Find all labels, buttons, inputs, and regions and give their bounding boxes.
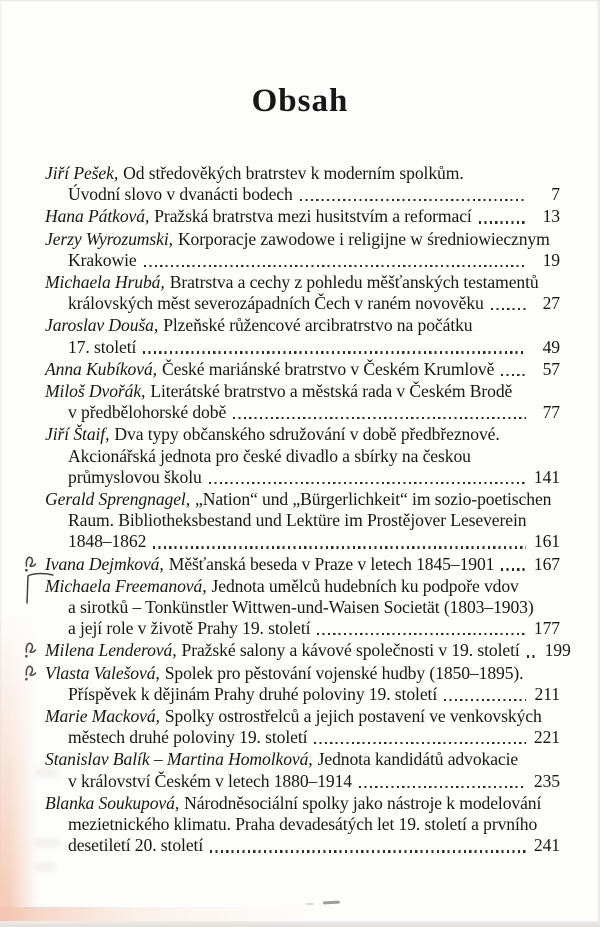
toc-entry bbox=[45, 206, 560, 227]
toc-entry-text: Úvodní slovo v dvanácti bodech bbox=[68, 184, 293, 205]
toc-entry-line bbox=[45, 814, 560, 835]
toc-entry-title: Pražská bratrstva mezi husitstvím a reformací bbox=[154, 206, 472, 227]
toc-entry-title: Plzeňské růžencové arcibratrstvo na počátku bbox=[163, 315, 473, 336]
toc-entry-line bbox=[45, 446, 560, 467]
toc-entry-page-number: 199 bbox=[544, 640, 571, 661]
dot-leader bbox=[527, 655, 537, 657]
toc-entry-line bbox=[45, 272, 560, 293]
toc-entry bbox=[45, 424, 560, 488]
toc-entry-title: Národněsociální spolky jako nástroje k modelování bbox=[184, 792, 542, 813]
scan-artifact-dash-faint bbox=[306, 903, 314, 905]
toc-entry-page-number: 19 bbox=[542, 249, 560, 270]
dot-leader bbox=[153, 546, 526, 548]
toc-entry-text bbox=[45, 749, 518, 770]
toc-entry-text: Příspěvek k dějinám Prahy druhé poloviny 19. století bbox=[68, 683, 438, 704]
toc-entry-page-number: 167 bbox=[533, 553, 560, 574]
toc-entry-line bbox=[45, 359, 560, 380]
toc-entry-page-number: 77 bbox=[542, 402, 560, 423]
toc-entry-line bbox=[45, 749, 560, 770]
toc-entry-text: průmyslovou školu bbox=[68, 466, 202, 487]
toc-entry-text bbox=[45, 272, 539, 293]
page-title: Obsah bbox=[251, 83, 349, 119]
toc-entry-title: Měšťanská beseda v Praze v letech 1845–1901 bbox=[168, 553, 495, 574]
toc-entry-text: a sirotků – Tonkünstler Wittwen-und-Waisen Societät (1803–1903) bbox=[68, 597, 534, 618]
toc-entry-text: 1848–1862 bbox=[68, 531, 147, 552]
toc-entry-author: Jaroslav Douša, bbox=[45, 315, 159, 336]
toc-entry-text bbox=[45, 554, 494, 575]
toc-entry-text bbox=[45, 793, 541, 814]
toc-entry-title: Pražské salony a kávové společnosti v 19. století bbox=[181, 640, 520, 661]
toc-entry-text bbox=[45, 229, 550, 250]
toc-entry-line bbox=[45, 510, 560, 531]
toc-entry-text bbox=[45, 424, 500, 445]
toc-entry-line bbox=[45, 727, 560, 748]
toc-entry-author: Hana Pátková, bbox=[45, 206, 150, 227]
toc-entry-title: Dva typy občanského sdružování v době předbřeznové. bbox=[114, 424, 500, 445]
toc-entry-text: městech druhé poloviny 19. století bbox=[68, 727, 308, 748]
toc-list bbox=[45, 163, 571, 858]
toc-entry-page-number: 211 bbox=[534, 683, 560, 704]
toc-entry-author: Marie Macková, bbox=[45, 706, 160, 727]
toc-entry-text bbox=[45, 163, 464, 184]
toc-entry bbox=[45, 381, 560, 423]
toc-entry-line bbox=[45, 663, 560, 684]
toc-entry-text bbox=[45, 381, 512, 402]
toc-entry-line bbox=[45, 402, 560, 423]
toc-entry-page-number: 7 bbox=[551, 184, 560, 205]
toc-entry-author: Milena Lenderová, bbox=[45, 640, 177, 661]
toc-entry-line bbox=[45, 531, 560, 552]
toc-entry bbox=[45, 272, 560, 314]
toc-entry-author: Michaela Freemanová, bbox=[45, 575, 207, 596]
toc-entry-line bbox=[45, 554, 560, 575]
dot-leader bbox=[233, 417, 526, 419]
toc-entry-author: Vlasta Valešová, bbox=[45, 662, 160, 683]
toc-entry-line bbox=[45, 293, 560, 314]
toc-entry-text bbox=[45, 206, 472, 227]
toc-entry-text: Krakowie bbox=[68, 249, 137, 270]
toc-entry-title: Korporacje zawodowe i religijne w średniowiecznym bbox=[177, 228, 550, 249]
dot-leader bbox=[314, 742, 526, 744]
dot-leader bbox=[479, 221, 526, 223]
dot-leader bbox=[444, 699, 526, 701]
dot-leader bbox=[143, 351, 526, 353]
toc-entry-page-number: 27 bbox=[542, 293, 560, 314]
pencil-bracket-mark-icon bbox=[23, 571, 55, 612]
toc-entry-line bbox=[45, 684, 560, 705]
toc-entry-author: Ivana Dejmková, bbox=[45, 553, 164, 574]
toc-entry-title: Spolek pro pěstování vojenské hudby (1850–1895). bbox=[164, 662, 524, 683]
toc-entry-title: České mariánské bratrstvo v Českém Krumlově bbox=[161, 358, 495, 379]
toc-entry-text: královských měst severozápadních Čech v raném novověku bbox=[68, 293, 484, 314]
toc-entry-line bbox=[45, 835, 560, 856]
toc-entry-line bbox=[45, 163, 560, 184]
toc-entry bbox=[45, 554, 560, 575]
scan-artifact-smudge bbox=[35, 862, 55, 871]
toc-entry-text: v předbělohorské době bbox=[68, 402, 227, 423]
scan-artifact-dash bbox=[323, 901, 340, 905]
toc-entry-author: Gerald Sprengnagel, bbox=[45, 489, 191, 510]
toc-entry-line bbox=[45, 424, 560, 445]
toc-entry-line bbox=[45, 229, 560, 250]
toc-entry bbox=[45, 315, 560, 357]
toc-entry-text bbox=[45, 315, 473, 336]
toc-entry-line bbox=[45, 771, 560, 792]
toc-entry-page-number: 177 bbox=[533, 618, 560, 639]
scan-artifact-smudge bbox=[36, 768, 58, 778]
toc-entry-text bbox=[45, 576, 519, 597]
dot-leader bbox=[491, 308, 526, 310]
toc-entry-text bbox=[45, 640, 520, 661]
toc-entry-text: mezietnického klimatu. Praha devadesátých let 19. století a prvního bbox=[68, 814, 538, 835]
toc-entry-author: Anna Kubíková, bbox=[45, 358, 157, 379]
toc-entry-line bbox=[45, 337, 560, 358]
scan-artifact-pink-edge bbox=[0, 612, 38, 922]
scan-edge-right bbox=[596, 0, 600, 927]
toc-entry-author: Jiří Pešek, bbox=[45, 163, 119, 183]
toc-entry-author: Stanislav Balík – Martina Homolková, bbox=[45, 749, 313, 770]
toc-entry-text: 17. století bbox=[68, 336, 137, 357]
toc-entry-text: Akcionářská jednota pro české divadlo a sbírky na českou bbox=[68, 445, 471, 466]
toc-entry-line bbox=[45, 706, 560, 727]
toc-entry bbox=[45, 359, 560, 380]
toc-entry bbox=[45, 640, 571, 661]
toc-entry-title: Literátské bratrstvo a městská rada v Českém Brodě bbox=[150, 381, 513, 402]
toc-entry-line bbox=[45, 315, 560, 336]
toc-entry bbox=[45, 749, 560, 791]
toc-entry-page-number: 49 bbox=[542, 336, 560, 357]
toc-entry bbox=[45, 706, 560, 748]
toc-entry-page-number: 221 bbox=[533, 727, 560, 748]
toc-entry-title: Bratrstva a cechy z pohledu měšťanských testamentů bbox=[169, 272, 539, 293]
toc-entry-author: Michaela Hrubá, bbox=[45, 272, 165, 293]
toc-entry-text bbox=[45, 359, 494, 380]
dot-leader bbox=[209, 482, 526, 484]
toc-entry-page-number: 13 bbox=[542, 206, 560, 227]
toc-entry-text: Raum. Bibliotheksbestand und Lektüre im Prostějover Leseverein bbox=[68, 510, 527, 531]
scan-artifact-pink-bottom bbox=[0, 907, 310, 922]
toc-entry bbox=[45, 489, 560, 553]
toc-entry-author: Jerzy Wyrozumski, bbox=[45, 228, 173, 249]
toc-entry-text: desetiletí 20. století bbox=[68, 835, 204, 856]
toc-entry-title: Jednota kandidátů advokacie bbox=[317, 749, 519, 770]
toc-entry-line bbox=[45, 618, 560, 639]
toc-entry-author: Miloš Dvořák, bbox=[45, 381, 146, 402]
toc-entry bbox=[45, 163, 560, 205]
toc-entry-author: Jiří Štaif, bbox=[45, 424, 110, 445]
toc-entry-title: „Nation“ und „Bürgerlichkeit“ im sozio-poetischen bbox=[195, 489, 552, 510]
toc-entry-text bbox=[45, 663, 523, 684]
toc-entry-page-number: 235 bbox=[533, 770, 560, 791]
toc-entry-text: v království Českém v letech 1880–1914 bbox=[68, 770, 353, 791]
toc-entry-title: Od středověkých bratrstev k moderním spolkům. bbox=[123, 163, 464, 183]
toc-entry-text bbox=[45, 489, 551, 510]
toc-entry-line bbox=[45, 250, 560, 271]
toc-entry-line bbox=[45, 597, 560, 618]
toc-entry-page-number: 141 bbox=[533, 466, 560, 487]
toc-entry-line bbox=[45, 576, 560, 597]
toc-entry-page-number: 241 bbox=[533, 835, 560, 856]
toc-entry-line bbox=[45, 381, 560, 402]
toc-entry-title: Spolky ostrostřelců a jejich postavení ve venkovských bbox=[164, 706, 542, 727]
scan-artifact-smudge bbox=[34, 838, 60, 847]
toc-entry-author: Blanka Soukupová, bbox=[45, 792, 180, 813]
dot-leader bbox=[359, 786, 526, 788]
toc-entry-page-number: 57 bbox=[542, 358, 560, 379]
toc-entry bbox=[45, 229, 560, 271]
toc-entry-page-number: 161 bbox=[533, 531, 560, 552]
dot-leader bbox=[210, 850, 526, 852]
dot-leader bbox=[317, 633, 526, 635]
toc-entry bbox=[45, 793, 560, 857]
toc-entry-text: a její role v životě Prahy 19. století bbox=[68, 618, 311, 639]
toc-entry-line bbox=[45, 793, 560, 814]
scan-edge-top bbox=[0, 0, 600, 2]
toc-entry-line bbox=[45, 489, 560, 510]
toc-entry-line bbox=[45, 184, 560, 205]
dot-leader bbox=[300, 199, 526, 201]
toc-entry-text bbox=[45, 706, 542, 727]
scan-edge-bottom bbox=[0, 921, 600, 927]
toc-entry-title: Jednota umělců hudebních ku podpoře vdov bbox=[211, 575, 519, 596]
toc-entry bbox=[45, 663, 560, 705]
dot-leader bbox=[144, 265, 526, 267]
dot-leader bbox=[501, 568, 526, 570]
toc-entry-line bbox=[45, 640, 571, 661]
toc-entry-line bbox=[45, 206, 560, 227]
toc-entry bbox=[45, 576, 560, 640]
toc-entry-line bbox=[45, 467, 560, 488]
dot-leader bbox=[501, 374, 526, 376]
